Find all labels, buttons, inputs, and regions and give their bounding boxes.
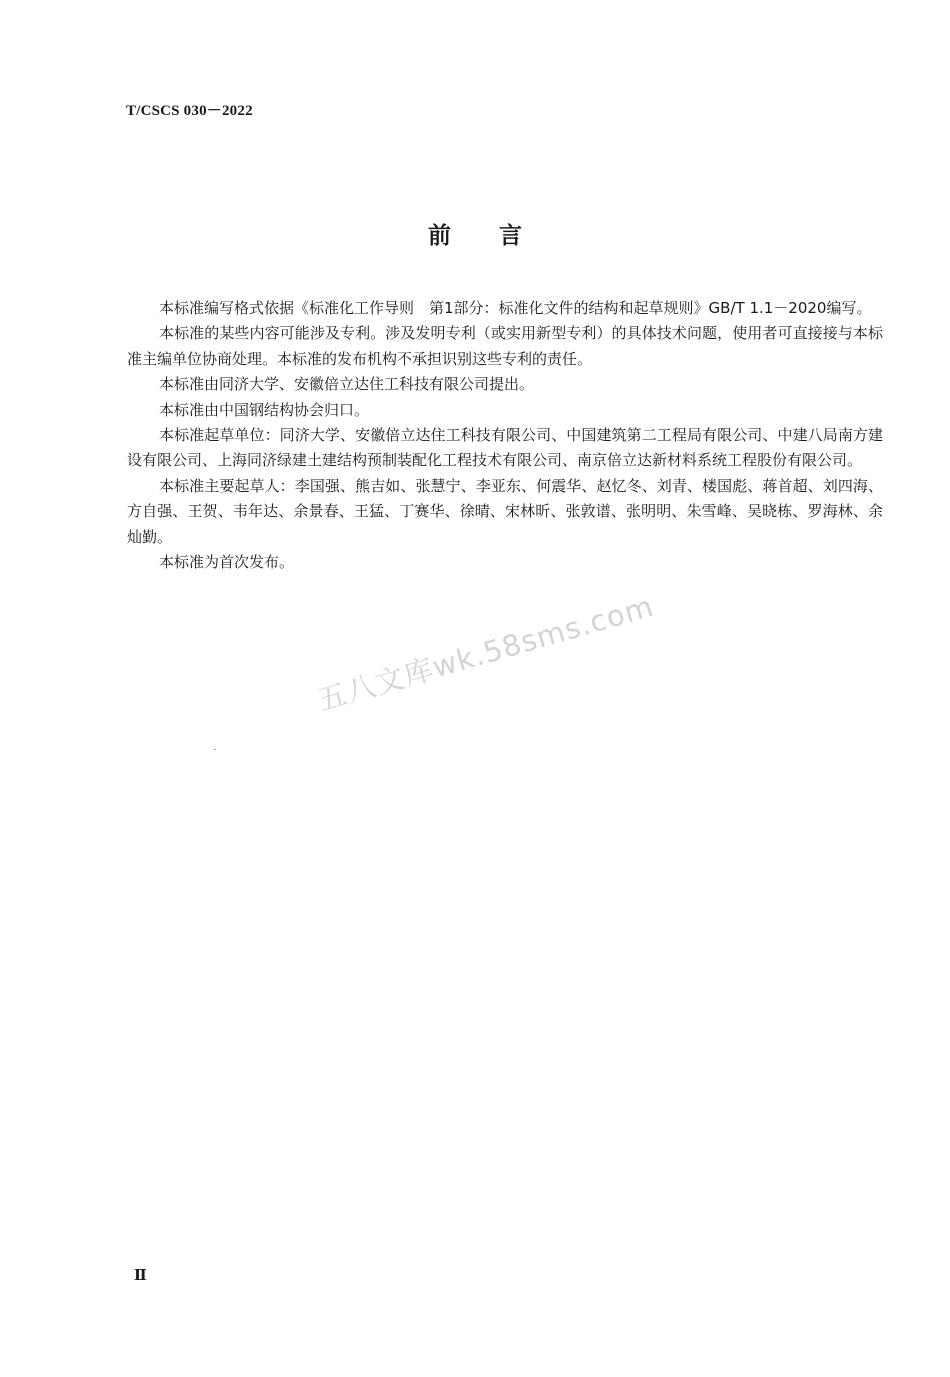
- foreword-body: [127, 296, 883, 575]
- paragraph-proposer: 本标准由同济大学、安徽倍立达住工科技有限公司提出。: [159, 375, 535, 394]
- paragraph-drafting-units: 本标准起草单位：同济大学、安徽倍立达住工科技有限公司、中国建筑第二工程局有限公司、中建八局南方建设有限公司、上海同济绿建土建结构预制装配化工程技术有限公司、南京倍立达新材料系统工程股份有限公司。: [127, 426, 883, 470]
- paragraph-first-release: 本标准为首次发布。: [159, 553, 295, 572]
- standard-code: T/CSCS 030－2022: [126, 103, 253, 119]
- paragraph-administrator: 本标准由中国钢结构协会归口。: [159, 400, 370, 419]
- page-number: Ⅱ: [134, 1268, 147, 1284]
- paragraph-patent-notice: 本标准的某些内容可能涉及专利。涉及发明专利（或实用新型专利）的具体技术问题，使用者可直接接与本标准主编单位协商处理。本标准的发布机构不承担识别这些专利的责任。: [127, 324, 883, 368]
- paragraph-format-basis: 本标准编写格式依据《标准化工作导则 第1部分：标准化文件的结构和起草规则》GB/T 1.1－2020编写。: [159, 299, 872, 317]
- scan-speck: [214, 749, 216, 750]
- watermark: 五八文库wk.58sms.com: [313, 588, 658, 718]
- section-title: 前言: [428, 223, 570, 249]
- paragraph-drafters: 本标准主要起草人：李国强、熊吉如、张慧宁、李亚东、何震华、赵忆冬、刘青、楼国彪、蒋首超、刘四海、方自强、王贺、韦年达、余景春、王猛、丁赛华、徐晴、宋林昕、张敦谱、张明明、朱雪峰、吴晓栋、罗海林、余灿勤。: [127, 476, 883, 546]
